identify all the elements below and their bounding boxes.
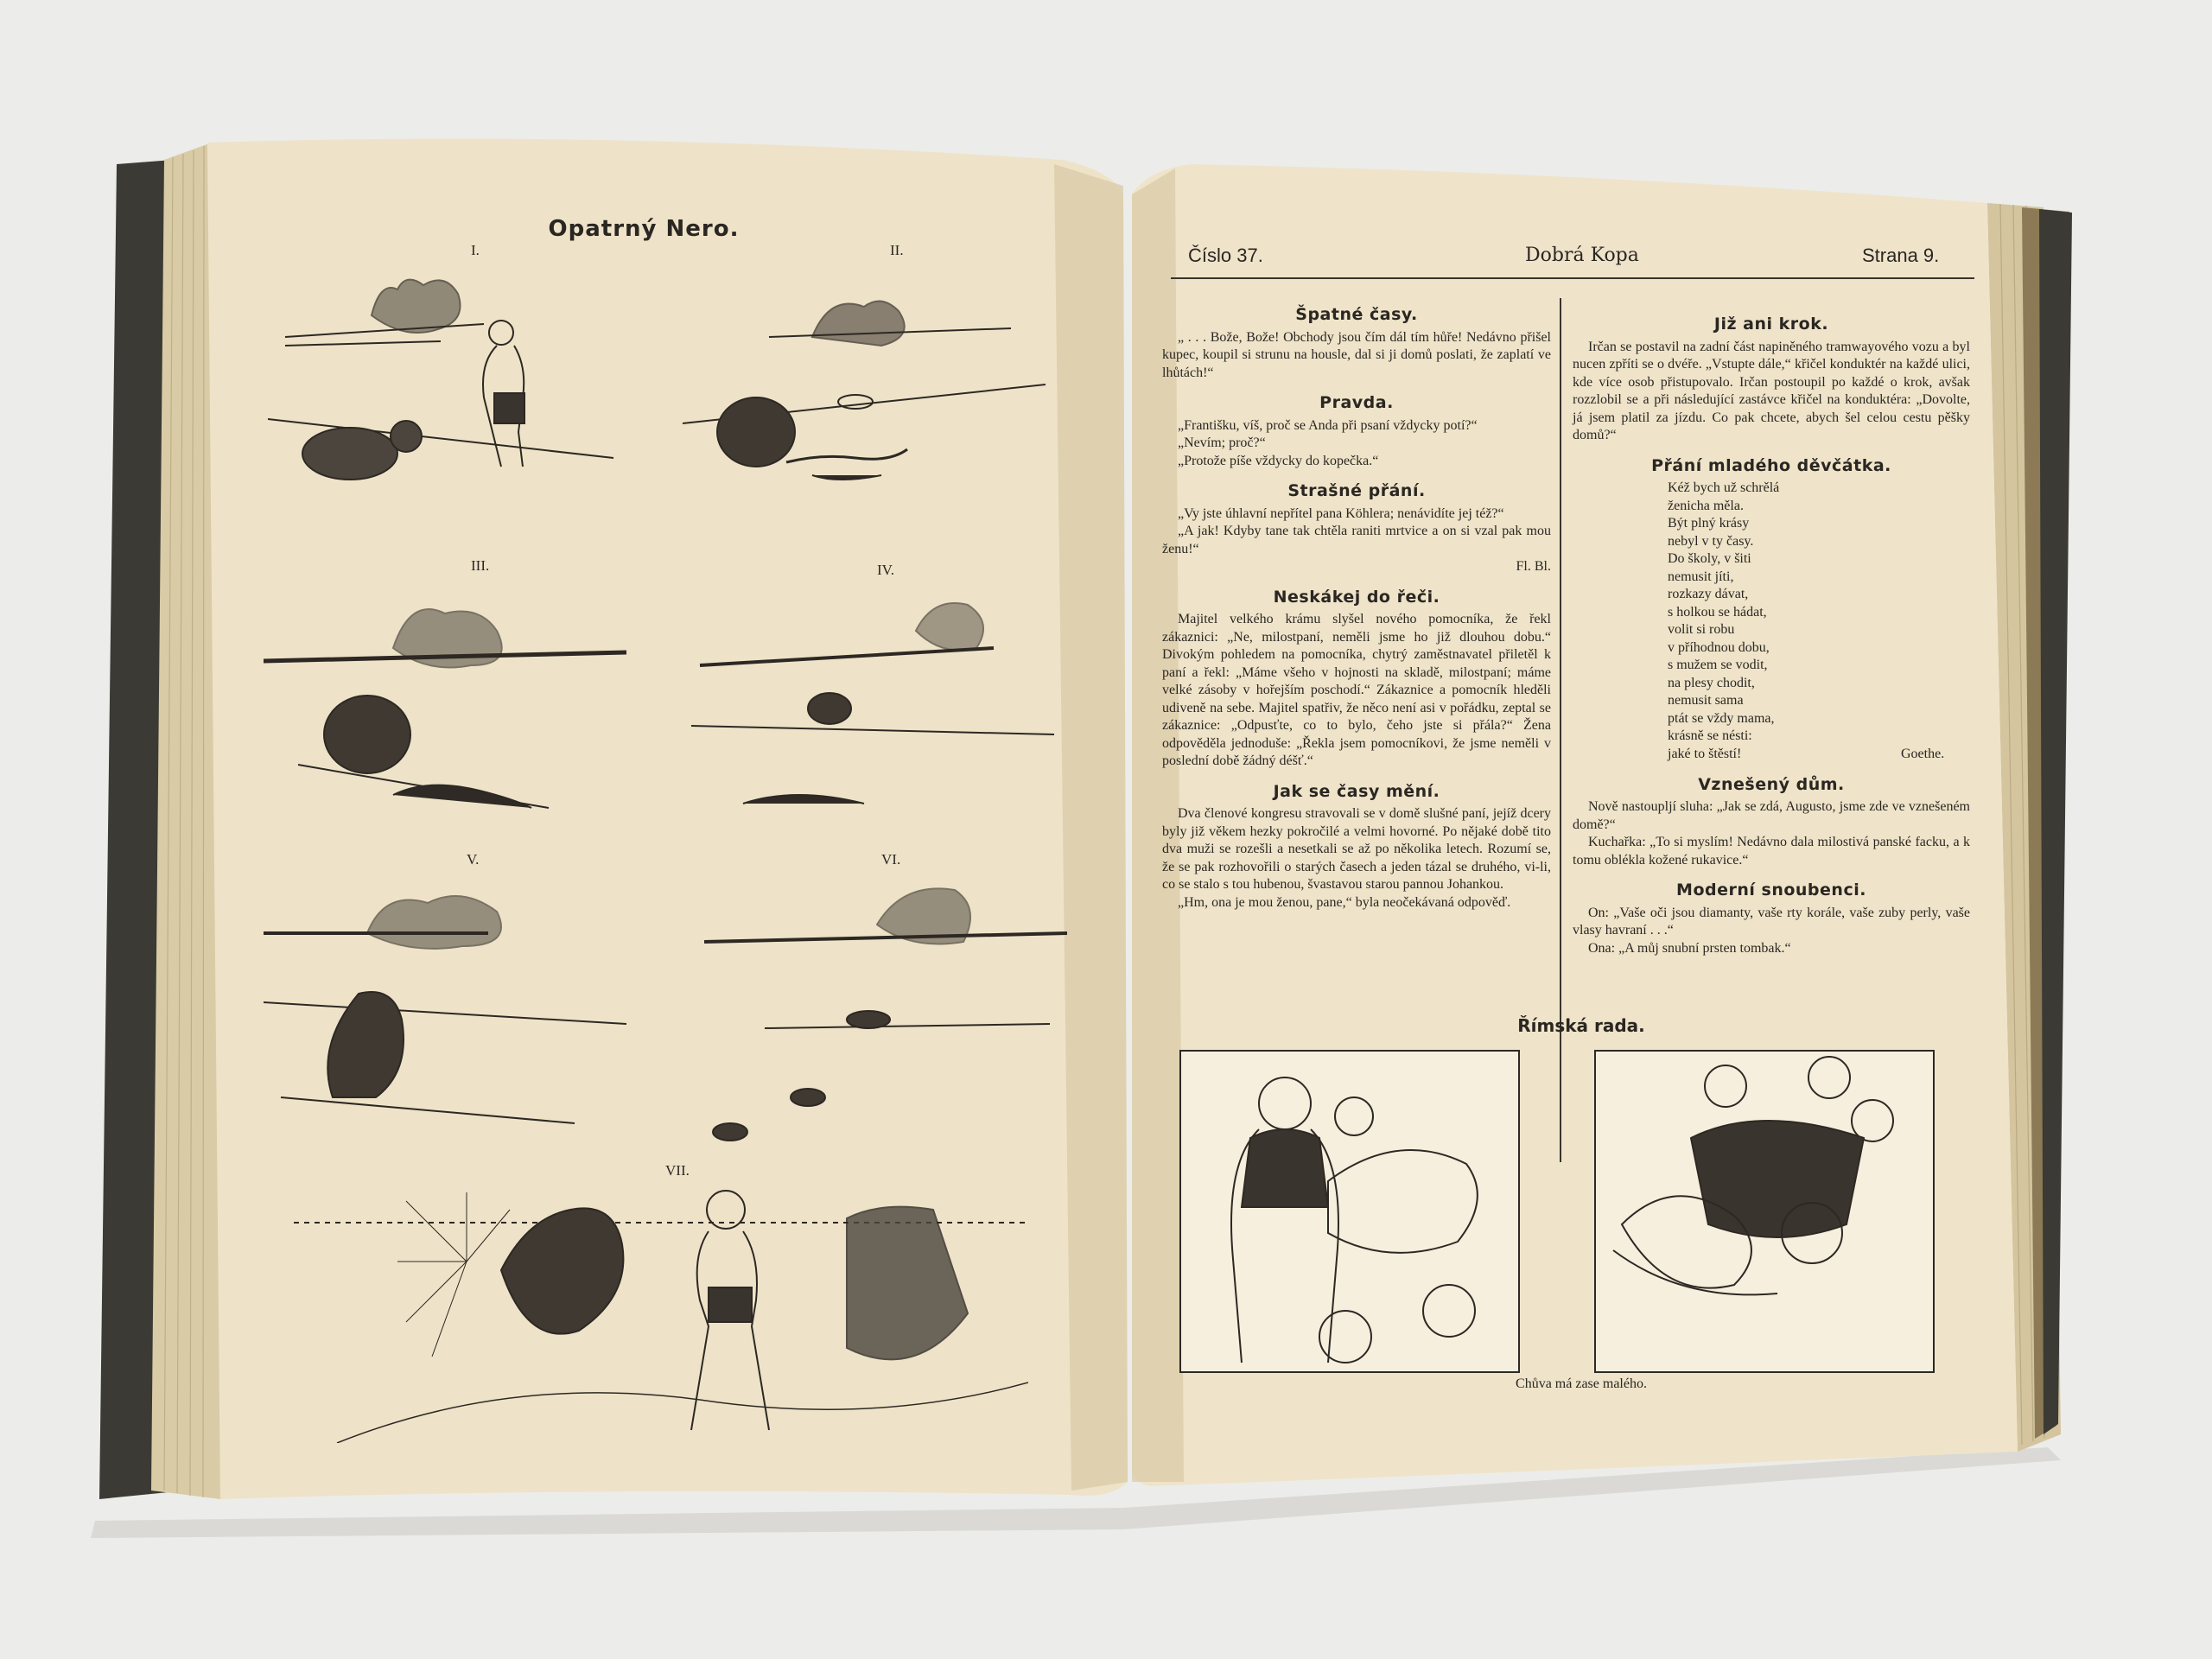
- header-rule: [1171, 277, 1974, 279]
- cartoon-left-frame: [1179, 1050, 1520, 1373]
- panel-number-7: VII.: [665, 1162, 690, 1179]
- panel-number-5: V.: [467, 851, 480, 868]
- article-paragraph: Irčan se postavil na zadní část napiněného tramwayového vozu a byl nucen zpříti se o dvéře. „Vstupte dále,“ křičel konduktér na každé ulici, kde více osob přistupovalo. Irčan postoupil po každé o krok, avšak rozzlobil se a při následující zastávce křičel na konduktéra: „Dovolte, já jsem platil za jízdu. Co pak chcete, abych šel celou cestu pěšky domů?“: [1573, 339, 1970, 442]
- nanny-pram-illustration: [1181, 1052, 1518, 1371]
- article-paragraph: Ona: „A můj snubní prsten tombak.“: [1588, 940, 1791, 956]
- comic-panel-5-illustration: [264, 873, 626, 1149]
- poem-signature: Goethe.: [1901, 747, 1945, 761]
- poem-line: na plesy chodit,: [1668, 675, 1755, 690]
- poem-line: Do školy, v šiti: [1668, 551, 1751, 566]
- article-paragraph: „Nevím; proč?“: [1178, 435, 1266, 450]
- comic-panel-6-illustration: [704, 873, 1067, 1149]
- article-paragraph: Kuchařka: „To si myslím! Nedávno dala milostivá panské facku, a k tomu oblékla kožené rukavice.“: [1573, 835, 1970, 868]
- cartoon-title: Římská rada.: [1517, 1015, 1645, 1036]
- page-number: Strana 9.: [1862, 245, 1940, 266]
- left-column: [1162, 294, 1551, 912]
- poem-line: Být plný krásy: [1668, 516, 1750, 531]
- poem-line: volit si robu: [1668, 622, 1735, 637]
- article-paragraph: „Františku, víš, proč se Anda při psaní vždycky potí?“: [1178, 417, 1478, 433]
- poem-line: s holkou se hádat,: [1668, 604, 1767, 620]
- poem-line: rozkazy dávat,: [1668, 587, 1749, 601]
- comic-title: Opatrný Nero.: [548, 216, 740, 242]
- article-heading: Přání mladého děvčátka.: [1651, 455, 1891, 475]
- right-column: [1573, 315, 1970, 957]
- poem-line: Kéž bych už schrělá: [1668, 480, 1780, 495]
- poem: [1668, 480, 1970, 764]
- article-paragraph: Nově nastoupljí sluha: „Jak se zdá, Augusto, jsme zde ve vznešeném domě?“: [1573, 799, 1970, 832]
- article-paragraph: Majitel velkého krámu slyšel nového pomocníka, že řekl zákaznici: „Ne, milostpaní, neměli jsme ho již dlouhou dobu.“ Divokým pohledem na pomocníka, chytrý zaměstnavatel přiletěl k paní a řekl: „Máme všeho v hojnosti na skladě, milostpaní; máme velké zásoby v hořejším poschodí.“ Zákaznice a pomocník hleděli udiveně na sebe. Majitel spatřiv, že něco není asi v pořádku, zeptal se zákaznice: „Odpusťte, co to bylo, čeho jste si přála?“ Žena odpověděla jednoduše: „Řekla jsem pomocníkovi, že jsme neměli v poslední době žádný déšť.“: [1162, 612, 1551, 768]
- fallen-pram-illustration: [1596, 1052, 1933, 1371]
- article-heading: Moderní snoubenci.: [1676, 880, 1866, 899]
- poem-line: krásně se nésti:: [1668, 728, 1752, 743]
- article-heading: Jak se časy mění.: [1273, 781, 1440, 801]
- comic-panel-3-illustration: [264, 579, 626, 847]
- poem-line: nemusit jíti,: [1668, 569, 1734, 584]
- panel-number-2: II.: [890, 242, 904, 258]
- poem-line: ženicha měla.: [1668, 498, 1744, 513]
- article-signature: Fl. Bl.: [1516, 559, 1551, 574]
- right-page: [1136, 168, 2026, 1456]
- panel-number-6: VI.: [881, 851, 901, 868]
- poem-line: nemusit sama: [1668, 693, 1744, 708]
- article-paragraph: „Hm, ona je mou ženou, pane,“ byla neočekávaná odpověď.: [1178, 894, 1511, 910]
- article-heading: Špatné časy.: [1295, 305, 1418, 324]
- comic-panel-1-illustration: [268, 264, 631, 540]
- page-header: [1171, 245, 1974, 279]
- article-paragraph: On: „Vaše oči jsou diamanty, vaše rty korále, vaše zuby perly, vaše vlasy havraní . . .“: [1573, 905, 1970, 938]
- cartoon-caption: Chůva má zase malého.: [1516, 1376, 1647, 1391]
- poem-line: nebyl v ty časy.: [1668, 533, 1754, 549]
- article-paragraph: Dva členové kongresu stravovali se v domě slušné paní, jejíž dcery byly již věkem hezky pokročilé a velmi hovorné. Po nějaké době tito dva muži se rozešli a nesetkali se až po několika letech. Rozumí se, že se pak rozhovořili o starých časech a jeden tázal se druhého, vi-li, co se stalo s tou hubenou, švastavou starou pannou Johankou.: [1162, 806, 1551, 892]
- panel-number-4: IV.: [877, 562, 894, 578]
- article-paragraph: „ . . . Bože, Bože! Obchody jsou čím dál tím hůře! Nedávno přišel kupec, koupil si strunu na housle, dal si ji domů poslati, že zaplatí ve lhůtách!“: [1162, 329, 1551, 380]
- panel-number-1: I.: [471, 242, 480, 258]
- article-paragraph: „Vy jste úhlavní nepřítel pana Köhlera; nenávidíte jej též?“: [1178, 505, 1504, 521]
- comic-panel-4-illustration: [691, 588, 1054, 847]
- article-paragraph: „A jak! Kdyby tane tak chtěla raniti mrtvice a on si vzal pak mou ženu!“: [1162, 524, 1551, 556]
- magazine-name: Dobrá Kopa: [1525, 245, 1639, 266]
- comic-panel-2-illustration: [683, 276, 1046, 536]
- article-heading: Neskákej do řeči.: [1273, 587, 1440, 607]
- article-heading: Strašné přání.: [1287, 481, 1426, 500]
- panel-number-3: III.: [471, 557, 490, 574]
- poem-line: jaké to štěstí!: [1668, 746, 1742, 761]
- article-heading: Vznešený dům.: [1698, 774, 1845, 794]
- poem-line: ptát se vždy mama,: [1668, 710, 1775, 726]
- left-page: [181, 156, 1106, 1478]
- article-heading: Pravda.: [1319, 393, 1394, 412]
- cartoon-right-frame: [1594, 1050, 1935, 1373]
- article-heading: Již ani krok.: [1713, 315, 1829, 334]
- article-paragraph: „Protože píše vždycky do kopečka.“: [1178, 453, 1379, 468]
- comic-panel-7-illustration: [294, 1184, 1028, 1443]
- poem-line: s mužem se vodit,: [1668, 658, 1768, 672]
- issue-number: Číslo 37.: [1188, 245, 1263, 266]
- poem-line: v příhodnou dobu,: [1668, 639, 1770, 655]
